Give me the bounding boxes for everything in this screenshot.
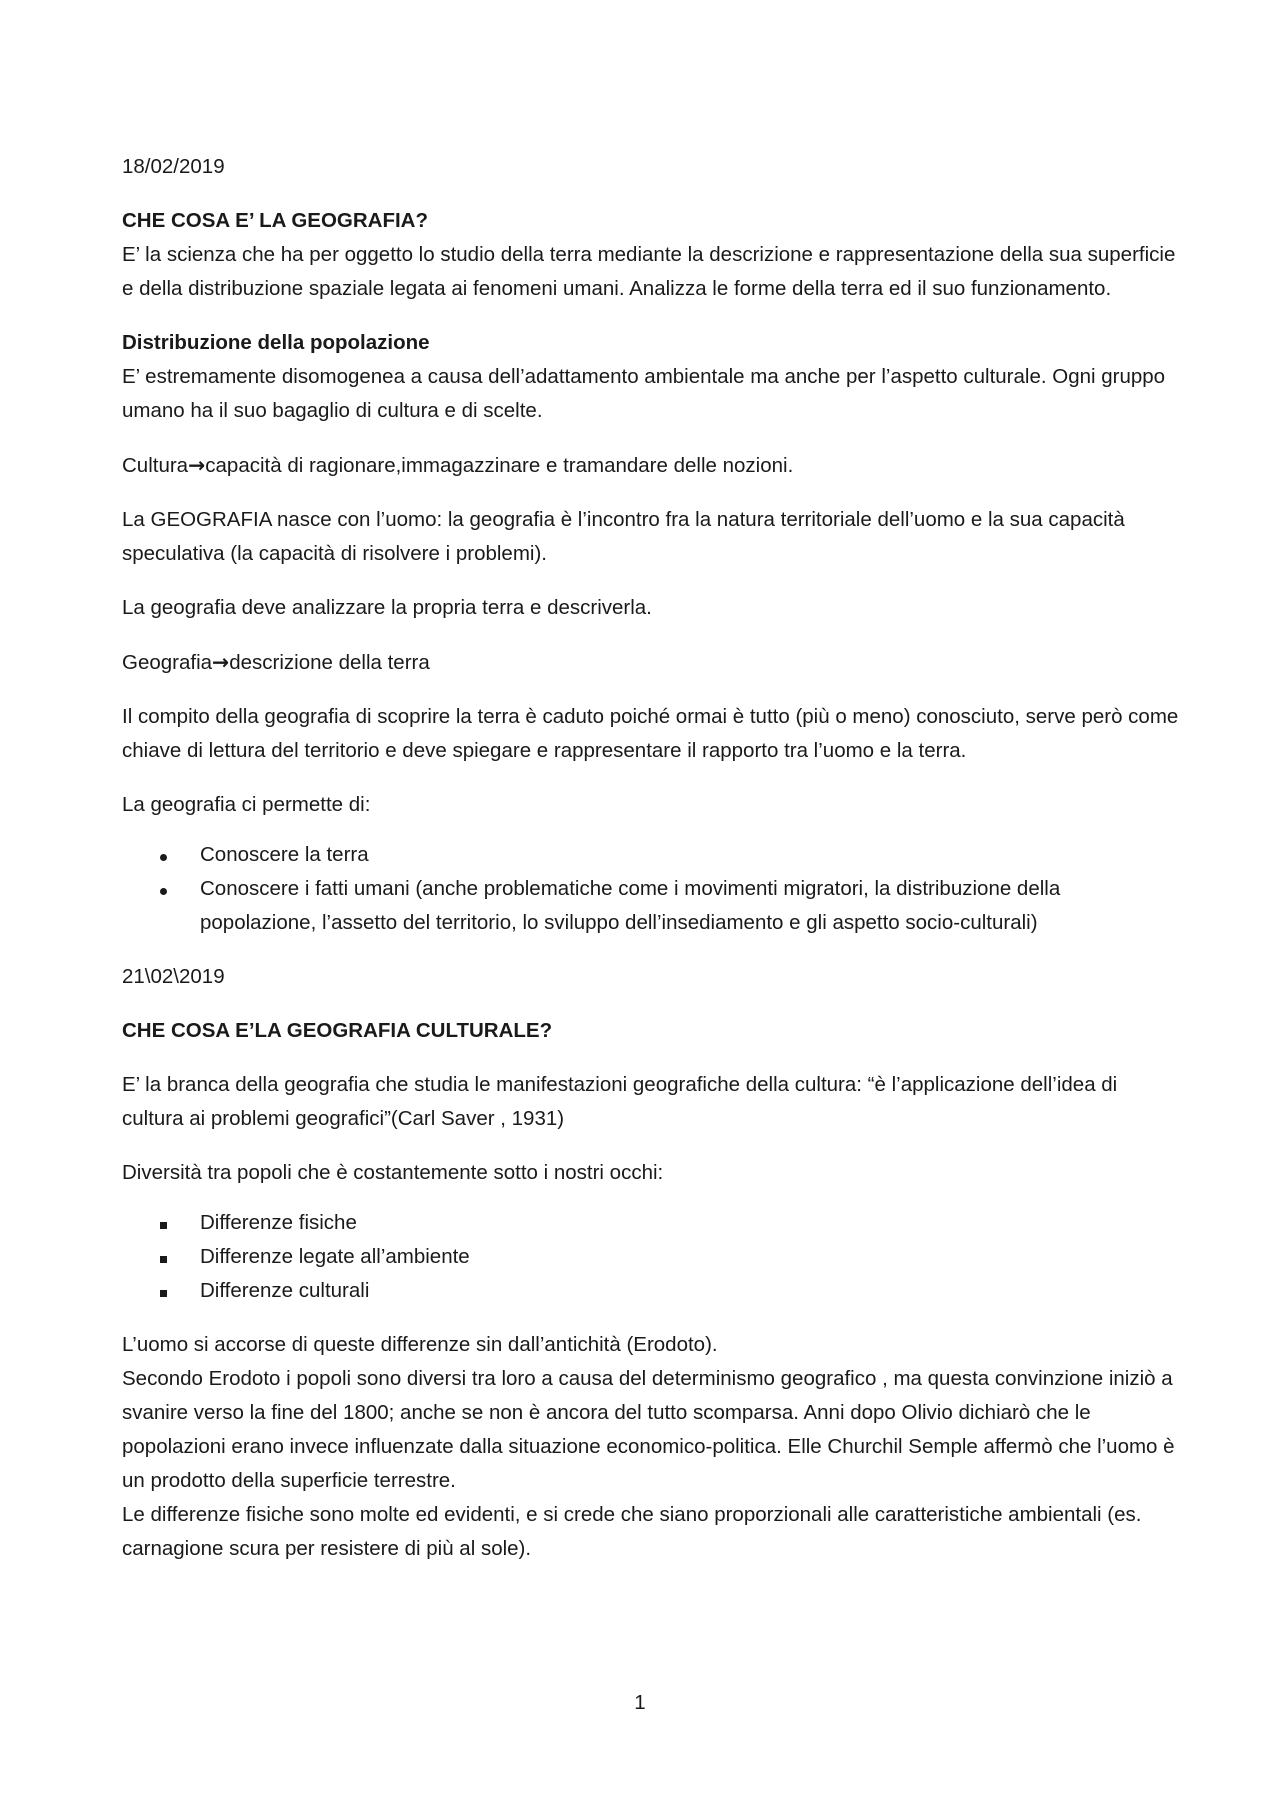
square-bullet-icon xyxy=(160,1274,167,1308)
list-item xyxy=(122,872,1182,940)
list-item xyxy=(122,1274,1182,1308)
list-item-text: Differenze culturali xyxy=(200,1279,370,1302)
paragraph-cultural-definition: E’ la branca della geografia che studia le manifestazioni geografiche della cultura: “è l’applicazione dell’idea di cultura ai problemi geografici”(Carl Saver , 1931) xyxy=(122,1073,1118,1130)
paragraph-definition: E’ la scienza che ha per oggetto lo studio della terra mediante la descrizione e rappresentazione della sua superficie e della distribuzione spaziale legata ai fenomeni umani. Analizza le forme della terra ed il suo funzionamento. xyxy=(122,243,1176,300)
heading-what-is-geography: CHE COSA E’ LA GEOGRAFIA? xyxy=(122,209,428,232)
document-page xyxy=(122,150,1182,1566)
list-item xyxy=(122,838,1182,872)
paragraph-history xyxy=(122,1328,1182,1566)
heading-cultural-geography: CHE COSA E’LA GEOGRAFIA CULTURALE? xyxy=(122,1019,553,1042)
history-line: Secondo Erodoto i popoli sono diversi tra loro a causa del determinismo geografico , ma questa convinzione iniziò a svanire verso la fine del 1800; anche se non è ancora del tutto scomparsa. Anni dopo Olivio dichiarò che le popolazioni erano invece influenzate dalla situazione economico-politica. Elle Churchil Semple affermò che l’uomo è un prodotto della superficie terrestre. xyxy=(122,1367,1175,1492)
paragraph-analyze: La geografia deve analizzare la propria terra e descriverla. xyxy=(122,596,652,619)
list-item-text: Conoscere i fatti umani (anche problematiche come i movimenti migratori, la distribuzione della popolazione, l’assetto del territorio, lo sviluppo dell’insediamento e gli aspetto socio-culturali) xyxy=(200,877,1061,934)
bullet-icon xyxy=(160,872,167,906)
square-bullet-icon xyxy=(160,1240,167,1274)
bullet-icon xyxy=(160,838,167,872)
cultura-definition xyxy=(122,448,1182,483)
cultura-term: Cultura xyxy=(122,454,189,477)
paragraph-geography-origin: La GEOGRAFIA nasce con l’uomo: la geografia è l’incontro fra la natura territoriale dell’uomo e la sua capacità speculativa (la capacità di risolvere i problemi). xyxy=(122,508,1125,565)
history-line: Le differenze fisiche sono molte ed evidenti, e si crede che siano proporzionali alle caratteristiche ambientali (es. carnagione scura per resistere di più al sole). xyxy=(122,1503,1142,1560)
cultura-meaning: capacità di ragionare,immagazzinare e tramandare delle nozioni. xyxy=(205,454,794,477)
date-1: 18/02/2019 xyxy=(122,155,225,178)
paragraph-diversity: Diversità tra popoli che è costantemente sotto i nostri occhi: xyxy=(122,1161,664,1184)
paragraph-allows: La geografia ci permette di: xyxy=(122,793,371,816)
list-item xyxy=(122,1206,1182,1240)
right-arrow-icon: → xyxy=(188,453,206,477)
paragraph-task: Il compito della geografia di scoprire la terra è caduto poiché ormai è tutto (più o meno) conosciuto, serve però come chiave di lettura del territorio e deve spiegare e rappresentare il rapporto tra l’uomo e la terra. xyxy=(122,705,1179,762)
list-item-text: Differenze fisiche xyxy=(200,1211,357,1234)
page-number: 1 xyxy=(634,1691,646,1714)
paragraph-population: E’ estremamente disomogenea a causa dell’adattamento ambientale ma anche per l’aspetto culturale. Ogni gruppo umano ha il suo bagaglio di cultura e di scelte. xyxy=(122,365,1166,422)
square-bullet-icon xyxy=(160,1206,167,1240)
date-2: 21\02\2019 xyxy=(122,965,225,988)
history-line: L’uomo si accorse di queste differenze sin dall’antichità (Erodoto). xyxy=(122,1333,718,1356)
geografia-definition xyxy=(122,645,1182,680)
bullet-list-square xyxy=(122,1206,1182,1308)
right-arrow-icon: → xyxy=(212,650,230,674)
heading-population-distribution: Distribuzione della popolazione xyxy=(122,331,430,354)
list-item-text: Conoscere la terra xyxy=(200,843,369,866)
geografia-meaning: descrizione della terra xyxy=(229,651,430,674)
list-item-text: Differenze legate all’ambiente xyxy=(200,1245,470,1268)
list-item xyxy=(122,1240,1182,1274)
geografia-term: Geografia xyxy=(122,651,213,674)
bullet-list-round xyxy=(122,838,1182,940)
